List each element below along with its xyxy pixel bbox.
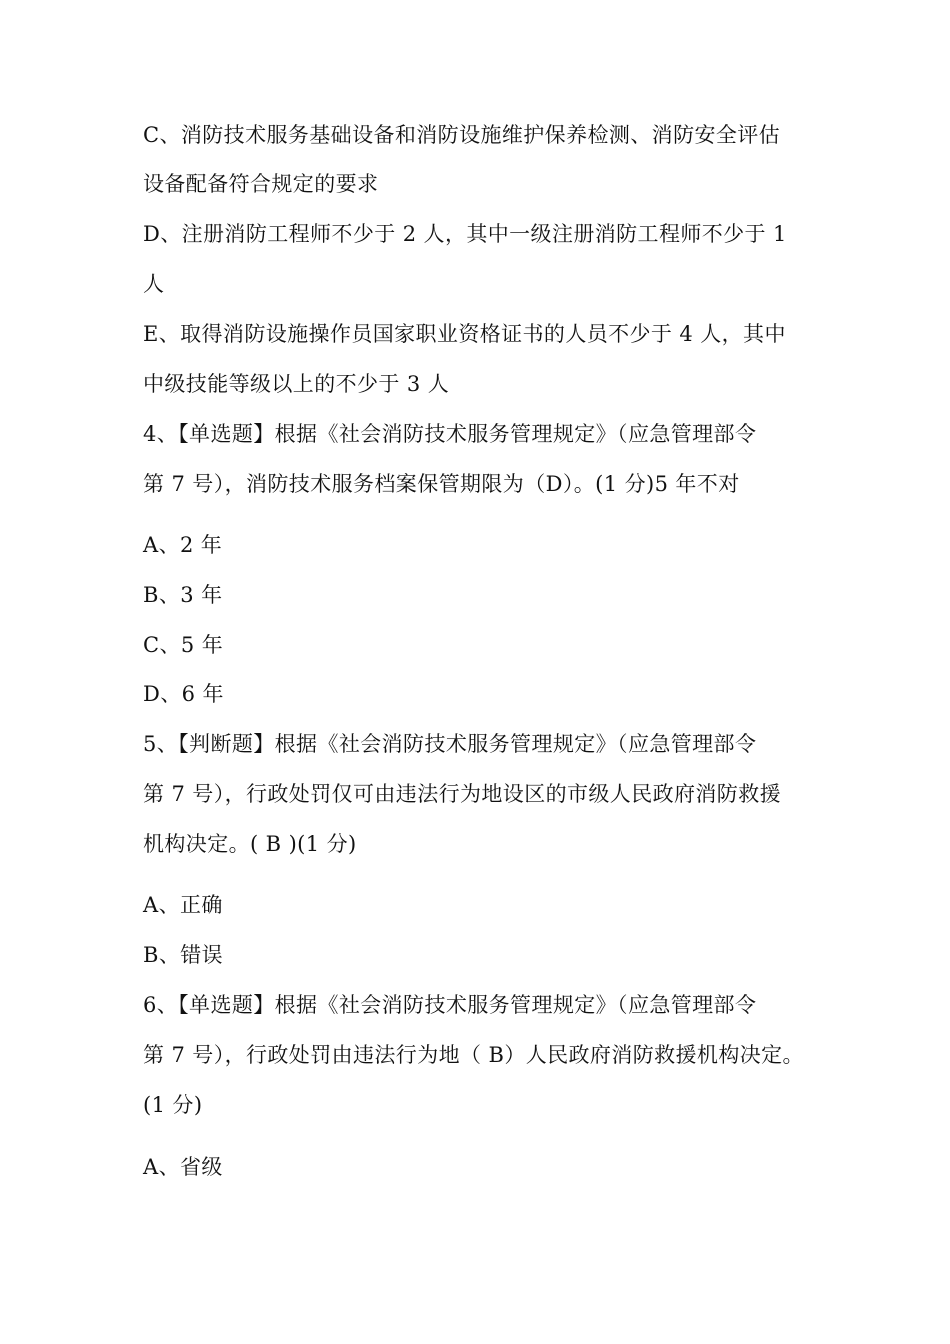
option-d-line-2: 人 — [143, 272, 165, 296]
q5-option-a: A、正确 — [143, 893, 223, 917]
question-4-line-1: 4、【单选题】根据《社会消防技术服务管理规定》（应急管理部令 — [143, 422, 757, 446]
option-c-line-1: C、消防技术服务基础设备和消防设施维护保养检测、消防安全评估 — [143, 123, 781, 147]
q4-option-b: B、3 年 — [143, 583, 223, 607]
question-6-line-2: 第 7 号），行政处罚由违法行为地（ B）人民政府消防救援机构决定。 — [143, 1043, 804, 1067]
question-5-line-2: 第 7 号），行政处罚仅可由违法行为地设区的市级人民政府消防救援 — [143, 782, 782, 806]
question-6-line-3: (1 分) — [143, 1093, 203, 1117]
q4-option-c: C、5 年 — [143, 633, 224, 657]
question-5-line-3: 机构决定。( B )(1 分) — [143, 832, 357, 856]
q4-option-a: A、2 年 — [143, 533, 223, 557]
question-6-line-1: 6、【单选题】根据《社会消防技术服务管理规定》（应急管理部令 — [143, 993, 757, 1017]
question-5-line-1: 5、【判断题】根据《社会消防技术服务管理规定》（应急管理部令 — [143, 732, 757, 756]
option-e-line-2: 中级技能等级以上的不少于 3 人 — [143, 372, 450, 396]
q5-option-b: B、错误 — [143, 943, 224, 967]
option-e-line-1: E、取得消防设施操作员国家职业资格证书的人员不少于 4 人，其中 — [143, 322, 786, 346]
q4-option-d: D、6 年 — [143, 682, 224, 706]
q6-option-a: A、省级 — [143, 1155, 223, 1179]
question-4-line-2: 第 7 号），消防技术服务档案保管期限为（D）。(1 分)5 年不对 — [143, 472, 740, 496]
option-c-line-2: 设备配备符合规定的要求 — [143, 172, 379, 196]
option-d-line-1: D、注册消防工程师不少于 2 人，其中一级注册消防工程师不少于 1 — [143, 222, 787, 246]
